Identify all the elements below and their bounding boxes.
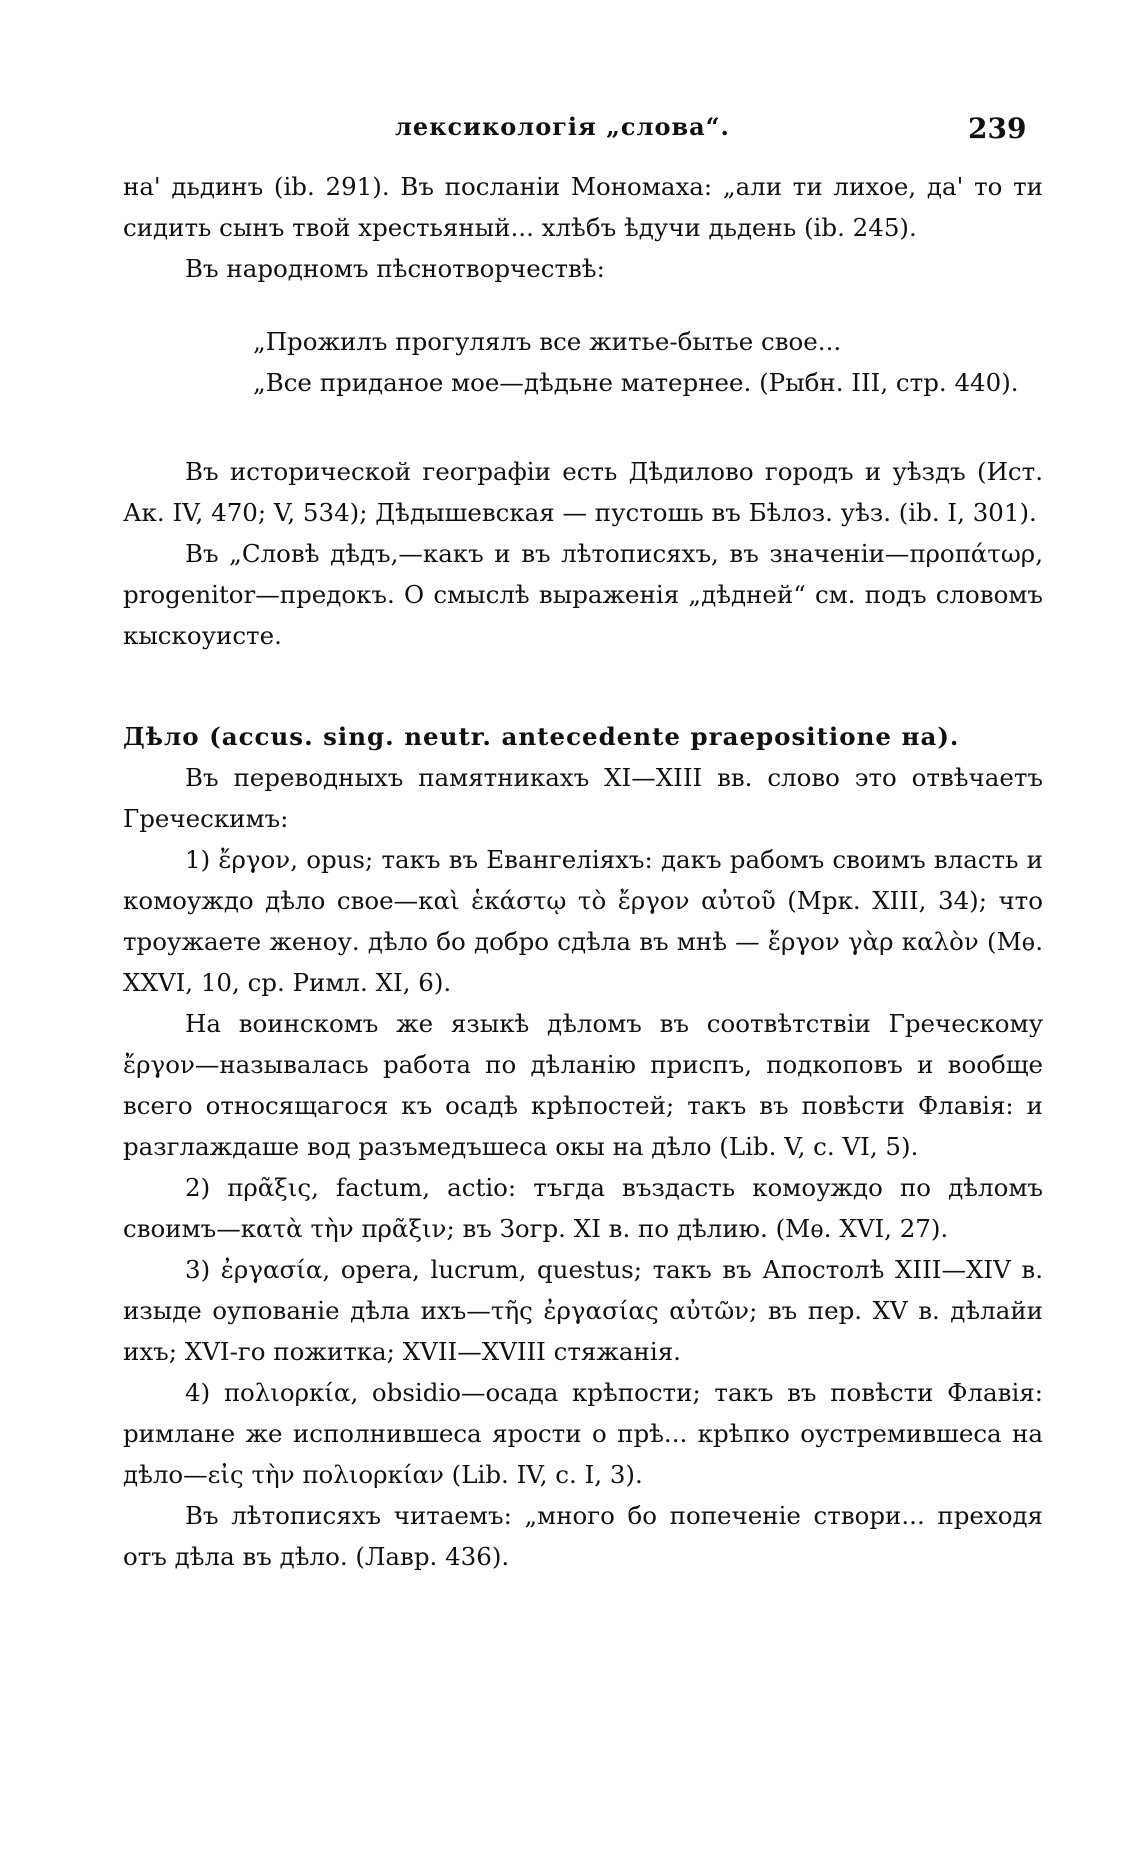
paragraph-geography: Въ исторической географіи есть Дѣдилово городъ и уѣздъ (Ист. Ак. IV, 470; V, 534); Дѣдышевская — пустошь въ Бѣлоз. уѣз. (ib. I, 301). bbox=[123, 457, 1043, 527]
paragraph-sense-2: 2) πρᾶξις, factum, actio: тъгда въздасть комоуждо по дѣломъ своимъ—κατὰ τὴν πρᾶξιν; въ Зогр. XI в. по дѣлию. (Мѳ. XVI, 27). bbox=[123, 1173, 1043, 1243]
paragraph-sense-3: 3) ἐργασία, opera, lucrum, questus; такъ въ Апостолѣ XIII—XIV в. изыде оупованіе дѣла ихъ—τῆς ἐργασίας αὐτῶν; въ пер. XV в. дѣлайи ихъ; XVI-го пожитка; XVII—XVIII стяжанія. bbox=[123, 1255, 1043, 1366]
quote-line-2: „Все приданое мое—дѣдьне матернее. (Рыбн. III, стр. 440). bbox=[253, 368, 1019, 397]
paragraph-translations: Въ переводныхъ памятникахъ XI—XIII вв. слово это отвѣчаетъ Греческимъ: bbox=[123, 763, 1043, 833]
paragraph-folk-poetry: Въ народномъ пѣснотворчествѣ: bbox=[185, 254, 605, 283]
paragraph-dedin: на' дьдинъ (ib. 291). Въ посланіи Мономаха: „али ти лихое, да' то ти сидить сынъ твой хрестьяный... хлѣбъ ѣдучи дьдень (ib. 245). bbox=[123, 172, 1043, 242]
running-title: лексикологія „слова“. bbox=[395, 112, 730, 141]
page-header bbox=[0, 112, 1140, 152]
paragraph-sense-1: 1) ἔργον, opus; такъ въ Евангеліяхъ: дакъ рабомъ своимъ власть и комоуждо дѣло свое—καὶ ἑκάστῳ τὸ ἔργον αὐτοῦ (Мрк. XIII, 34); что троужаете женоу. дѣло бо добро сдѣла въ мнѣ — ἔργον γὰρ καλὸν (Мѳ. XXVI, 10, ср. Римл. XI, 6). bbox=[123, 845, 1043, 997]
paragraph-military: На воинскомъ же языкѣ дѣломъ въ соотвѣтствіи Греческому ἔργον—называлась работа по дѣланію приспъ, подкоповъ и вообще всего относящагося къ осадѣ крѣпостей; такъ въ повѣсти Флавія: и разглаждаше вод разъмедъшеса окы на дѣло (Lib. V, c. VI, 5). bbox=[123, 1009, 1043, 1161]
body-text bbox=[123, 166, 1043, 1577]
headword-delo: Дѣло (accus. sing. neutr. antecedente praepositione на). bbox=[123, 722, 960, 751]
page-number: 239 bbox=[968, 112, 1027, 145]
paragraph-slovo-ded: Въ „Словѣ дѣдъ,—какъ и въ лѣтописяхъ, въ значеніи—προπάτωρ, progenitor—предокъ. О смыслѣ выраженія „дѣдней“ см. подъ словомъ кыскоуисте. bbox=[123, 539, 1043, 650]
quote-line-1: „Прожилъ прогулялъ все житье-бытье свое... bbox=[253, 327, 842, 356]
paragraph-sense-4: 4) πολιορκία, obsidio—осада крѣпости; такъ въ повѣсти Флавія: римлане же исполнившеса ярости о прѣ... крѣпко оустремившеса на дѣло—εἰς τὴν πολιορκίαν (Lib. IV, c. I, 3). bbox=[123, 1378, 1043, 1489]
paragraph-chronicles: Въ лѣтописяхъ читаемъ: „много бо попеченіе створи... преходя отъ дѣла въ дѣло. (Лавр. 436). bbox=[123, 1501, 1043, 1571]
